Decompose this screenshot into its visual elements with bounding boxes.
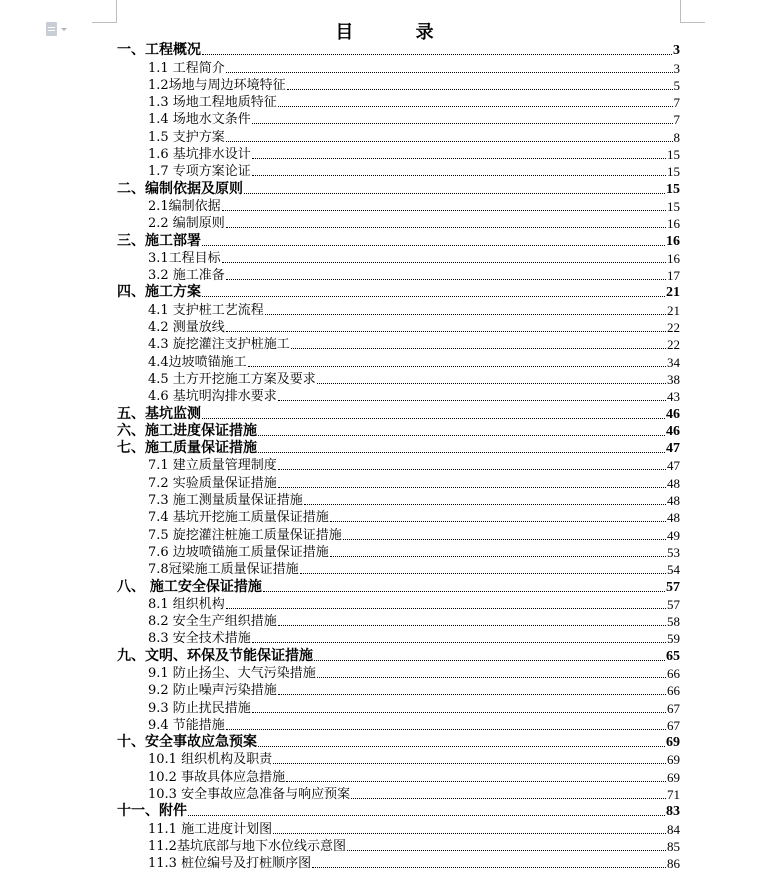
toc-section-entry[interactable] [117, 785, 680, 802]
toc-dot-leader [202, 418, 665, 419]
toc-entry-text: 7.8冠梁施工质量保证措施 [148, 562, 299, 578]
toc-page-number: 83 [666, 804, 680, 820]
toc-page-number: 16 [667, 250, 680, 266]
toc-dot-leader [317, 677, 666, 678]
toc-entry-text: 十、安全事故应急预案 [117, 734, 257, 751]
toc-entry-text: 7.3 施工测量质量保证措施 [148, 493, 303, 509]
toc-entry-text: 1.2场地与周边环境特征 [148, 77, 286, 93]
toc-section-entry[interactable] [117, 819, 680, 836]
toc-chapter-entry[interactable] [117, 179, 680, 196]
toc-section-entry[interactable] [117, 145, 680, 162]
toc-section-entry[interactable] [117, 698, 680, 715]
toc-dot-leader [347, 850, 666, 851]
toc-entry-text: 3.1工程目标 [148, 250, 221, 266]
toc-page-number: 16 [666, 233, 680, 249]
toc-entry-text: 1.1 工程简介 [148, 60, 225, 76]
toc-entry-text: 1.7 专项方案论证 [148, 164, 251, 180]
toc-page-number: 15 [667, 198, 680, 214]
toc-page-number: 48 [667, 493, 680, 509]
toc-dot-leader [317, 383, 666, 384]
toc-dot-leader [273, 833, 666, 834]
toc-section-entry[interactable] [117, 543, 680, 560]
toc-section-entry[interactable] [117, 249, 680, 266]
toc-dot-leader [244, 193, 665, 194]
toc-page-number: 34 [667, 354, 680, 370]
toc-dot-leader [287, 89, 673, 90]
toc-section-entry[interactable] [117, 456, 680, 473]
toc-section-entry[interactable] [117, 58, 680, 75]
toc-dot-leader [226, 141, 673, 142]
toc-page-number: 69 [667, 752, 680, 768]
toc-dot-leader [202, 296, 665, 297]
toc-section-entry[interactable] [117, 525, 680, 542]
toc-dot-leader [188, 815, 665, 816]
toc-page-number: 54 [667, 562, 680, 578]
toc-dot-leader [222, 262, 666, 263]
toc-entry-text: 二、编制依据及原则 [117, 180, 243, 197]
toc-entry-text: 4.5 土方开挖施工方案及要求 [148, 371, 316, 387]
toc-page-number: 57 [667, 596, 680, 612]
toc-page-number: 69 [666, 735, 680, 751]
toc-page-number: 15 [666, 181, 680, 197]
toc-page-number: 3 [673, 43, 680, 59]
toc-dot-leader [258, 435, 665, 436]
toc-page-number: 69 [667, 769, 680, 785]
toc-dot-leader [265, 314, 666, 315]
toc-page-number: 21 [666, 285, 680, 301]
toc-page-number: 67 [667, 700, 680, 716]
toc-dot-leader [263, 591, 665, 592]
toc-dot-leader [278, 400, 666, 401]
toc-section-entry[interactable] [117, 595, 680, 612]
toc-entry-text: 1.6 基坑排水设计 [148, 147, 251, 163]
toc-section-entry[interactable] [117, 352, 680, 369]
toc-dot-leader [226, 331, 666, 332]
toc-section-entry[interactable] [117, 750, 680, 767]
toc-page-number: 57 [666, 579, 680, 595]
toc-section-entry[interactable] [117, 110, 680, 127]
toc-page-number: 66 [667, 665, 680, 681]
toc-entry-text: 2.1编制依据 [148, 198, 221, 214]
toc-entry-text: 4.3 旋挖灌注支护桩施工 [148, 337, 290, 353]
toc-page-number: 48 [667, 475, 680, 491]
toc-entry-text: 4.6 基坑明沟排水要求 [148, 389, 277, 405]
toc-entry-text: 10.3 安全事故应急准备与响应预案 [148, 787, 351, 803]
toc-dot-leader [312, 867, 666, 868]
toc-section-entry[interactable] [117, 214, 680, 231]
toc-entry-text: 4.1 支护桩工艺流程 [148, 302, 264, 318]
toc-page-number: 8 [673, 129, 680, 145]
toc-entry-text: 9.2 防止噪声污染措施 [148, 683, 277, 699]
toc-chapter-entry[interactable] [117, 283, 680, 300]
toc-entry-text: 4.4边坡喷锚施工 [148, 354, 247, 370]
toc-page-number: 15 [667, 164, 680, 180]
toc-dot-leader [202, 54, 672, 55]
toc-dot-leader [278, 487, 666, 488]
toc-section-entry[interactable] [117, 335, 680, 352]
toc-section-entry[interactable] [117, 370, 680, 387]
toc-section-entry[interactable] [117, 854, 680, 871]
toc-dot-leader [286, 781, 666, 782]
table-of-contents [117, 41, 680, 871]
toc-entry-text: 9.3 防止扰民措施 [148, 700, 251, 716]
toc-dot-leader [222, 210, 666, 211]
toc-page-number: 66 [667, 683, 680, 699]
toc-chapter-entry[interactable] [117, 439, 680, 456]
toc-section-entry[interactable] [117, 664, 680, 681]
toc-dot-leader [258, 746, 665, 747]
toc-dot-leader [351, 798, 666, 799]
toc-entry-text: 8.3 安全技术措施 [148, 631, 251, 647]
toc-entry-text: 8.2 安全生产组织措施 [148, 614, 277, 630]
toc-section-entry[interactable] [117, 318, 680, 335]
toc-entry-text: 9.1 防止扬尘、大气污染措施 [148, 665, 316, 681]
toc-entry-text: 4.2 测量放线 [148, 320, 225, 336]
toc-entry-text: 11.1 施工进度计划图 [148, 821, 273, 837]
toc-chapter-entry[interactable] [117, 422, 680, 439]
toc-entry-text: 一、工程概况 [117, 42, 201, 59]
toc-entry-text: 8.1 组织机构 [148, 596, 225, 612]
toc-dot-leader [252, 642, 666, 643]
toc-page-number: 3 [673, 60, 680, 76]
toc-section-entry[interactable] [117, 767, 680, 784]
toc-entry-text: 2.2 编制原则 [148, 216, 225, 232]
toc-entry-text: 11.2基坑底部与地下水位线示意图 [148, 838, 346, 854]
toc-page-number: 38 [667, 371, 680, 387]
toc-page-number: 7 [673, 95, 680, 111]
toc-section-entry[interactable] [117, 560, 680, 577]
toc-dot-leader [226, 729, 666, 730]
toc-section-entry[interactable] [117, 127, 680, 144]
toc-page-number: 53 [667, 544, 680, 560]
toc-dot-leader [278, 694, 666, 695]
toc-section-entry[interactable] [117, 681, 680, 698]
toc-entry-text: 1.5 支护方案 [148, 129, 225, 145]
toc-entry-text: 四、施工方案 [117, 284, 201, 301]
toc-page-number: 47 [666, 441, 680, 457]
toc-entry-text: 七、施工质量保证措施 [117, 440, 257, 457]
toc-page-number: 7 [673, 112, 680, 128]
toc-dot-leader [304, 504, 666, 505]
toc-entry-text: 1.4 场地水文条件 [148, 112, 251, 128]
toc-dot-leader [226, 227, 666, 228]
toc-dot-leader [330, 556, 666, 557]
toc-entry-text: 7.4 基坑开挖施工质量保证措施 [148, 510, 329, 526]
toc-section-entry[interactable] [117, 491, 680, 508]
toc-dot-leader [252, 175, 666, 176]
toc-page-number: 67 [667, 717, 680, 733]
toc-page-number: 5 [673, 77, 680, 93]
toc-chapter-entry[interactable] [117, 733, 680, 750]
toc-chapter-entry[interactable] [117, 404, 680, 421]
toc-entry-text: 3.2 施工准备 [148, 268, 225, 284]
toc-page-number: 16 [667, 216, 680, 232]
toc-entry-text: 7.2 实验质量保证措施 [148, 475, 277, 491]
toc-entry-text: 10.1 组织机构及职责 [148, 752, 273, 768]
toc-chapter-entry[interactable] [117, 41, 680, 58]
toc-page-number: 58 [667, 614, 680, 630]
toc-entry-text: 1.3 场地工程地质特征 [148, 95, 277, 111]
toc-page-number: 48 [667, 510, 680, 526]
toc-page-number: 71 [667, 787, 680, 803]
toc-dot-leader [252, 123, 673, 124]
toc-page-number: 21 [667, 302, 680, 318]
toc-section-entry[interactable] [117, 266, 680, 283]
toc-dot-leader [226, 608, 666, 609]
toc-dot-leader [278, 469, 666, 470]
toc-page-number: 22 [667, 337, 680, 353]
toc-page-number: 22 [667, 320, 680, 336]
toc-page-number: 46 [666, 406, 680, 422]
toc-section-entry[interactable] [117, 93, 680, 110]
toc-section-entry[interactable] [117, 837, 680, 854]
toc-dot-leader [300, 573, 666, 574]
toc-dot-leader [226, 72, 673, 73]
toc-section-entry[interactable] [117, 612, 680, 629]
toc-section-entry[interactable] [117, 387, 680, 404]
toc-dot-leader [278, 625, 666, 626]
toc-dot-leader [330, 521, 666, 522]
toc-page-number: 49 [667, 527, 680, 543]
toc-page-number: 43 [667, 389, 680, 405]
toc-section-entry[interactable] [117, 76, 680, 93]
toc-dot-leader [226, 279, 666, 280]
toc-page-number: 86 [667, 856, 680, 872]
toc-page-number: 85 [667, 838, 680, 854]
toc-entry-text: 7.1 建立质量管理制度 [148, 458, 277, 474]
toc-section-entry[interactable] [117, 473, 680, 490]
toc-entry-text: 10.2 事故具体应急措施 [148, 769, 286, 785]
toc-entry-text: 7.5 旋挖灌注桩施工质量保证措施 [148, 527, 342, 543]
toc-section-entry[interactable] [117, 197, 680, 214]
toc-chapter-entry[interactable] [117, 577, 680, 594]
toc-page-number: 46 [666, 423, 680, 439]
toc-section-entry[interactable] [117, 716, 680, 733]
toc-dot-leader [278, 106, 673, 107]
toc-dot-leader [291, 348, 666, 349]
toc-section-entry[interactable] [117, 629, 680, 646]
toc-entry-text: 9.4 节能措施 [148, 717, 225, 733]
toc-chapter-entry[interactable] [117, 802, 680, 819]
toc-section-entry[interactable] [117, 300, 680, 317]
toc-entry-text: 六、施工进度保证措施 [117, 422, 257, 439]
toc-chapter-entry[interactable] [117, 646, 680, 663]
toc-entry-text: 11.3 桩位编号及打桩顺序图 [148, 856, 312, 872]
toc-entry-text: 五、基坑监测 [117, 405, 201, 422]
toc-chapter-entry[interactable] [117, 231, 680, 248]
toc-dot-leader [252, 158, 666, 159]
toc-entry-text: 三、施工部署 [117, 232, 201, 249]
toc-entry-text: 八、 施工安全保证措施 [117, 578, 262, 595]
toc-page-number: 65 [666, 648, 680, 664]
toc-page-number: 15 [667, 147, 680, 163]
toc-entry-text: 7.6 边坡喷锚施工质量保证措施 [148, 544, 329, 560]
toc-dot-leader [202, 245, 665, 246]
toc-dot-leader [273, 763, 666, 764]
toc-entry-text: 十一、附件 [117, 803, 187, 820]
toc-page-number: 47 [667, 458, 680, 474]
toc-entry-text: 九、文明、环保及节能保证措施 [117, 647, 313, 664]
toc-page-number: 17 [667, 268, 680, 284]
toc-section-entry[interactable] [117, 162, 680, 179]
page-bottom-edge [0, 872, 783, 878]
toc-dot-leader [314, 660, 665, 661]
toc-dot-leader [252, 712, 666, 713]
toc-dot-leader [343, 539, 666, 540]
toc-dot-leader [258, 452, 665, 453]
toc-title: 目 录 [335, 22, 462, 43]
toc-section-entry[interactable] [117, 508, 680, 525]
toc-page-number: 59 [667, 631, 680, 647]
toc-dot-leader [248, 366, 666, 367]
toc-page-number: 84 [667, 821, 680, 837]
